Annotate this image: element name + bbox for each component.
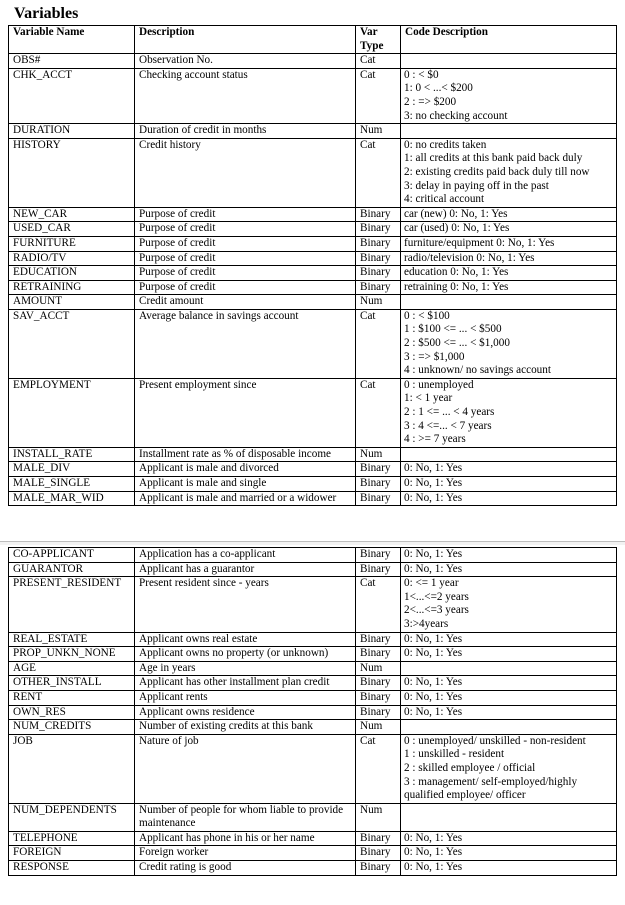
header-variable-name: Variable Name — [9, 26, 135, 54]
variables-table-part-2 — [8, 547, 617, 876]
variable-name-cell: EDUCATION — [9, 266, 135, 281]
var-type-cell: Binary — [356, 548, 401, 563]
table-row — [9, 236, 617, 251]
variables-table-part-1 — [8, 25, 617, 506]
code-description-cell: retraining 0: No, 1: Yes — [401, 280, 617, 295]
var-type-cell: Num — [356, 124, 401, 139]
table-row — [9, 378, 617, 447]
variable-name-cell: REAL_ESTATE — [9, 632, 135, 647]
variable-name-cell: DURATION — [9, 124, 135, 139]
description-cell: Applicant has phone in his or her name — [135, 831, 356, 846]
code-description-cell — [401, 447, 617, 462]
description-cell: Present resident since - years — [135, 577, 356, 632]
var-type-cell: Num — [356, 295, 401, 310]
table-row — [9, 222, 617, 237]
table-row — [9, 548, 617, 563]
variable-name-cell: AMOUNT — [9, 295, 135, 310]
variable-name-cell: MALE_SINGLE — [9, 477, 135, 492]
code-description-cell: 0: No, 1: Yes — [401, 491, 617, 506]
var-type-cell: Num — [356, 447, 401, 462]
variable-name-cell: NEW_CAR — [9, 207, 135, 222]
variable-name-cell: INSTALL_RATE — [9, 447, 135, 462]
table-row — [9, 477, 617, 492]
code-description-cell: 0 : unemployed 1: < 1 year 2 : 1 <= ... < 4 years 3 : 4 <=... < 7 years 4 : >= 7 years — [401, 378, 617, 447]
description-cell: Credit rating is good — [135, 861, 356, 876]
variable-name-cell: EMPLOYMENT — [9, 378, 135, 447]
variable-name-cell: JOB — [9, 734, 135, 803]
code-description-cell — [401, 661, 617, 676]
variable-name-cell: TELEPHONE — [9, 831, 135, 846]
code-description-cell: 0: No, 1: Yes — [401, 676, 617, 691]
table-row — [9, 705, 617, 720]
table-row — [9, 280, 617, 295]
var-type-cell: Binary — [356, 705, 401, 720]
page-break-shade — [0, 542, 625, 545]
code-description-cell: 0: No, 1: Yes — [401, 462, 617, 477]
code-description-cell — [401, 720, 617, 735]
var-type-cell: Binary — [356, 207, 401, 222]
table-row — [9, 676, 617, 691]
variable-name-cell: FOREIGN — [9, 846, 135, 861]
table-row — [9, 632, 617, 647]
var-type-cell: Binary — [356, 831, 401, 846]
var-type-cell: Binary — [356, 236, 401, 251]
var-type-cell: Binary — [356, 251, 401, 266]
code-description-cell: 0: <= 1 year 1<...<=2 years 2<...<=3 years 3:>4years — [401, 577, 617, 632]
code-description-cell: 0: No, 1: Yes — [401, 690, 617, 705]
variable-name-cell: OTHER_INSTALL — [9, 676, 135, 691]
var-type-cell: Binary — [356, 222, 401, 237]
code-description-cell: 0 : unemployed/ unskilled - non-resident 1 : unskilled - resident 2 : skilled employee / official 3 : management/ self-employed/highly qualified employee/ officer — [401, 734, 617, 803]
variable-name-cell: USED_CAR — [9, 222, 135, 237]
table-row — [9, 138, 617, 207]
description-cell: Applicant owns residence — [135, 705, 356, 720]
table-row — [9, 690, 617, 705]
var-type-cell: Num — [356, 661, 401, 676]
page-title: Variables — [14, 5, 79, 22]
variable-name-cell: PROP_UNKN_NONE — [9, 647, 135, 662]
var-type-cell: Cat — [356, 54, 401, 69]
description-cell: Purpose of credit — [135, 266, 356, 281]
table-row — [9, 68, 617, 123]
code-description-cell: education 0: No, 1: Yes — [401, 266, 617, 281]
var-type-cell: Num — [356, 803, 401, 831]
variable-name-cell: GUARANTOR — [9, 562, 135, 577]
var-type-cell: Binary — [356, 846, 401, 861]
variable-name-cell: AGE — [9, 661, 135, 676]
header-row — [9, 26, 617, 54]
code-description-cell: 0: no credits taken 1: all credits at this bank paid back duly 2: existing credits paid back duly till now 3: delay in paying off in the past 4: critical account — [401, 138, 617, 207]
variable-name-cell: MALE_DIV — [9, 462, 135, 477]
variable-name-cell: HISTORY — [9, 138, 135, 207]
code-description-cell — [401, 295, 617, 310]
var-type-cell: Binary — [356, 632, 401, 647]
code-description-cell: 0: No, 1: Yes — [401, 477, 617, 492]
variable-name-cell: RENT — [9, 690, 135, 705]
var-type-cell: Binary — [356, 266, 401, 281]
variable-name-cell: OBS# — [9, 54, 135, 69]
table-row — [9, 124, 617, 139]
table-row — [9, 562, 617, 577]
table-row — [9, 661, 617, 676]
var-type-cell: Cat — [356, 734, 401, 803]
var-type-cell: Binary — [356, 562, 401, 577]
description-cell: Installment rate as % of disposable income — [135, 447, 356, 462]
code-description-cell — [401, 124, 617, 139]
description-cell: Nature of job — [135, 734, 356, 803]
table-row — [9, 846, 617, 861]
code-description-cell — [401, 803, 617, 831]
code-description-cell: radio/television 0: No, 1: Yes — [401, 251, 617, 266]
description-cell: Number of people for whom liable to provide maintenance — [135, 803, 356, 831]
description-cell: Credit amount — [135, 295, 356, 310]
var-type-cell: Cat — [356, 577, 401, 632]
code-description-cell: 0: No, 1: Yes — [401, 548, 617, 563]
description-cell: Purpose of credit — [135, 222, 356, 237]
table-row — [9, 309, 617, 378]
variable-name-cell: SAV_ACCT — [9, 309, 135, 378]
table-row — [9, 462, 617, 477]
description-cell: Applicant is male and divorced — [135, 462, 356, 477]
var-type-cell: Binary — [356, 491, 401, 506]
code-description-cell: 0: No, 1: Yes — [401, 861, 617, 876]
table-row — [9, 647, 617, 662]
var-type-cell: Num — [356, 720, 401, 735]
table-row — [9, 251, 617, 266]
table-row — [9, 207, 617, 222]
description-cell: Duration of credit in months — [135, 124, 356, 139]
table-row — [9, 734, 617, 803]
code-description-cell: 0 : < $0 1: 0 < ...< $200 2 : => $200 3: no checking account — [401, 68, 617, 123]
table-row — [9, 54, 617, 69]
description-cell: Purpose of credit — [135, 251, 356, 266]
description-cell: Purpose of credit — [135, 280, 356, 295]
var-type-cell: Cat — [356, 309, 401, 378]
var-type-cell: Cat — [356, 138, 401, 207]
var-type-cell: Binary — [356, 462, 401, 477]
description-cell: Applicant is male and single — [135, 477, 356, 492]
table-row — [9, 491, 617, 506]
description-cell: Age in years — [135, 661, 356, 676]
description-cell: Checking account status — [135, 68, 356, 123]
description-cell: Applicant owns no property (or unknown) — [135, 647, 356, 662]
var-type-cell: Binary — [356, 280, 401, 295]
code-description-cell: car (new) 0: No, 1: Yes — [401, 207, 617, 222]
description-cell: Application has a co-applicant — [135, 548, 356, 563]
description-cell: Number of existing credits at this bank — [135, 720, 356, 735]
table-row — [9, 577, 617, 632]
variable-name-cell: NUM_CREDITS — [9, 720, 135, 735]
table-row — [9, 295, 617, 310]
var-type-cell: Binary — [356, 861, 401, 876]
header-description: Description — [135, 26, 356, 54]
header-code-description: Code Description — [401, 26, 617, 54]
code-description-cell — [401, 54, 617, 69]
var-type-cell: Binary — [356, 477, 401, 492]
description-cell: Purpose of credit — [135, 236, 356, 251]
description-cell: Average balance in savings account — [135, 309, 356, 378]
description-cell: Observation No. — [135, 54, 356, 69]
table-row — [9, 720, 617, 735]
variable-name-cell: RESPONSE — [9, 861, 135, 876]
description-cell: Applicant is male and married or a widower — [135, 491, 356, 506]
code-description-cell: 0: No, 1: Yes — [401, 831, 617, 846]
variable-name-cell: FURNITURE — [9, 236, 135, 251]
description-cell: Purpose of credit — [135, 207, 356, 222]
code-description-cell: 0 : < $100 1 : $100 <= ... < $500 2 : $500 <= ... < $1,000 3 : => $1,000 4 : unknown/ no savings account — [401, 309, 617, 378]
variable-name-cell: RADIO/TV — [9, 251, 135, 266]
code-description-cell: car (used) 0: No, 1: Yes — [401, 222, 617, 237]
var-type-cell: Binary — [356, 690, 401, 705]
code-description-cell: 0: No, 1: Yes — [401, 846, 617, 861]
table-row — [9, 266, 617, 281]
table-row — [9, 803, 617, 831]
header-var-type: Var Type — [356, 26, 401, 54]
table-row — [9, 447, 617, 462]
description-cell: Applicant rents — [135, 690, 356, 705]
var-type-cell: Binary — [356, 647, 401, 662]
description-cell: Applicant has a guarantor — [135, 562, 356, 577]
var-type-cell: Cat — [356, 378, 401, 447]
description-cell: Present employment since — [135, 378, 356, 447]
table-row — [9, 861, 617, 876]
code-description-cell: 0: No, 1: Yes — [401, 562, 617, 577]
code-description-cell: 0: No, 1: Yes — [401, 632, 617, 647]
code-description-cell: 0: No, 1: Yes — [401, 705, 617, 720]
table-row — [9, 831, 617, 846]
description-cell: Foreign worker — [135, 846, 356, 861]
var-type-cell: Cat — [356, 68, 401, 123]
variable-name-cell: MALE_MAR_WID — [9, 491, 135, 506]
var-type-cell: Binary — [356, 676, 401, 691]
variable-name-cell: NUM_DEPENDENTS — [9, 803, 135, 831]
code-description-cell: 0: No, 1: Yes — [401, 647, 617, 662]
variable-name-cell: CO-APPLICANT — [9, 548, 135, 563]
description-cell: Applicant has other installment plan credit — [135, 676, 356, 691]
description-cell: Applicant owns real estate — [135, 632, 356, 647]
variable-name-cell: OWN_RES — [9, 705, 135, 720]
variable-name-cell: CHK_ACCT — [9, 68, 135, 123]
code-description-cell: furniture/equipment 0: No, 1: Yes — [401, 236, 617, 251]
description-cell: Credit history — [135, 138, 356, 207]
variable-name-cell: RETRAINING — [9, 280, 135, 295]
variable-name-cell: PRESENT_RESIDENT — [9, 577, 135, 632]
